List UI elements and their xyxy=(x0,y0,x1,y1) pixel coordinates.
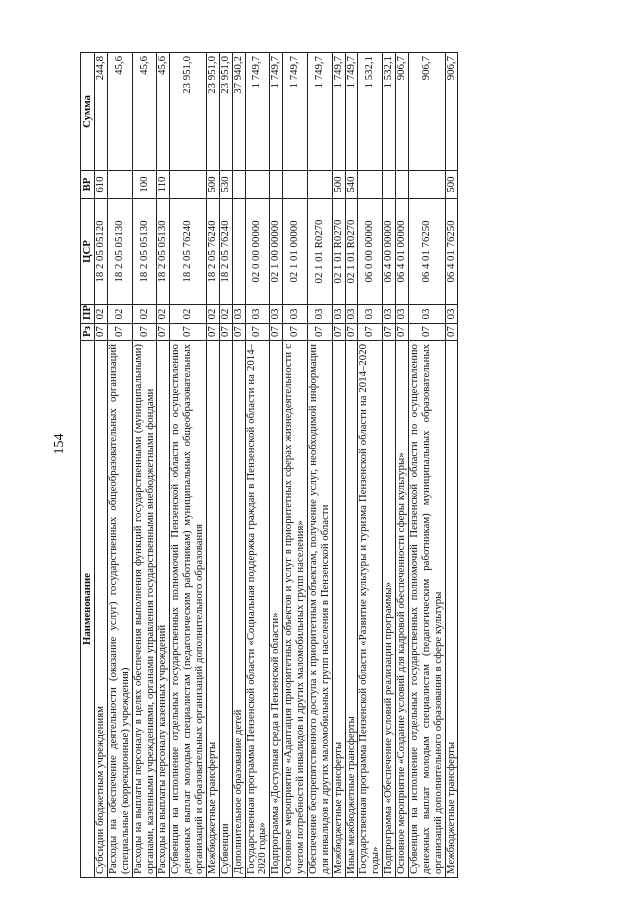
row-vr xyxy=(396,171,409,199)
row-vr xyxy=(358,171,383,199)
row-sum: 1 749,7 xyxy=(345,53,358,171)
row-csr: 02 1 01 R0270 xyxy=(345,199,358,305)
table-row xyxy=(283,53,308,878)
table-row xyxy=(408,53,445,878)
row-vr xyxy=(408,171,445,199)
row-csr: 02 1 01 R0270 xyxy=(307,199,332,305)
row-sum: 1 749,7 xyxy=(283,53,308,171)
row-csr: 18 2 05 76240 xyxy=(170,199,207,305)
row-rz: 07 xyxy=(245,324,270,341)
row-sum: 1 532,1 xyxy=(358,53,383,171)
row-name: Межбюджетные трансферты xyxy=(206,341,219,878)
row-name: Расходы на выплаты персоналу казенных учреждений xyxy=(157,341,170,878)
row-csr: 06 4 01 76250 xyxy=(445,199,458,305)
row-csr: 18 2 05 05130 xyxy=(157,199,170,305)
row-sum: 45,6 xyxy=(132,53,157,171)
table-body xyxy=(95,53,458,878)
header-sum: Сумма xyxy=(81,53,95,171)
row-name: Межбюджетные трансферты xyxy=(332,341,345,878)
table-row xyxy=(358,53,383,878)
row-sum: 23 951,0 xyxy=(206,53,219,171)
row-pr: 03 xyxy=(345,305,358,324)
row-pr: 03 xyxy=(396,305,409,324)
row-vr xyxy=(232,171,245,199)
row-vr xyxy=(107,171,132,199)
table-row xyxy=(95,53,108,878)
row-vr: 500 xyxy=(445,171,458,199)
row-name: Государственная программа Пензенской области «Социальная поддержка граждан в Пензенской области на 2014–2020 годы» xyxy=(245,341,270,878)
row-sum: 1 532,1 xyxy=(383,53,396,171)
row-name: Расходы на выплаты персоналу в целях обеспечения выполнения функций государственными (муниципальными) органами, казенными учреждениями, органами управления государственными внебюджетными фондами xyxy=(132,341,157,878)
table-row xyxy=(245,53,270,878)
row-pr: 02 xyxy=(95,305,108,324)
row-pr: 03 xyxy=(408,305,445,324)
row-rz: 07 xyxy=(332,324,345,341)
table-row xyxy=(345,53,358,878)
row-pr: 02 xyxy=(219,305,232,324)
row-sum: 906,7 xyxy=(445,53,458,171)
row-csr: 06 0 00 00000 xyxy=(358,199,383,305)
row-vr: 530 xyxy=(219,171,232,199)
row-sum: 45,6 xyxy=(107,53,132,171)
row-pr: 02 xyxy=(206,305,219,324)
table-row xyxy=(396,53,409,878)
row-rz: 07 xyxy=(219,324,232,341)
row-name: Субвенция на исполнение отдельных государственных полномочий Пензенской области по осуществлению денежных выплат молодым специалистам (педагогическим работникам) муниципальных общеобразовательных организаций и образовательных организаций дополнительного образования xyxy=(170,341,207,878)
table-row xyxy=(157,53,170,878)
row-sum: 1 749,7 xyxy=(307,53,332,171)
row-pr: 03 xyxy=(332,305,345,324)
table-row xyxy=(132,53,157,878)
row-vr: 110 xyxy=(157,171,170,199)
row-csr: 06 4 01 76250 xyxy=(408,199,445,305)
table-row xyxy=(232,53,245,878)
row-sum: 37 940,2 xyxy=(232,53,245,171)
row-name: Иные межбюджетные трансферты xyxy=(345,341,358,878)
row-sum: 45,6 xyxy=(157,53,170,171)
row-csr: 18 2 05 05130 xyxy=(107,199,132,305)
row-rz: 07 xyxy=(445,324,458,341)
row-rz: 07 xyxy=(396,324,409,341)
row-rz: 07 xyxy=(170,324,207,341)
budget-table xyxy=(80,52,458,878)
row-csr xyxy=(232,199,245,305)
row-csr: 18 2 05 76240 xyxy=(206,199,219,305)
row-sum: 906,7 xyxy=(396,53,409,171)
header-vr: ВР xyxy=(81,171,95,199)
row-vr: 540 xyxy=(345,171,358,199)
row-vr xyxy=(270,171,283,199)
row-pr: 02 xyxy=(132,305,157,324)
row-rz: 07 xyxy=(132,324,157,341)
table-row xyxy=(270,53,283,878)
table-header-row xyxy=(81,53,95,878)
row-pr: 02 xyxy=(157,305,170,324)
row-rz: 07 xyxy=(95,324,108,341)
row-sum: 23 951,0 xyxy=(219,53,232,171)
table-row xyxy=(383,53,396,878)
row-vr: 500 xyxy=(206,171,219,199)
row-rz: 07 xyxy=(408,324,445,341)
row-csr: 02 1 01 R0270 xyxy=(332,199,345,305)
row-rz: 07 xyxy=(283,324,308,341)
row-rz: 07 xyxy=(383,324,396,341)
row-rz: 07 xyxy=(232,324,245,341)
rotated-page xyxy=(80,53,592,878)
row-vr xyxy=(307,171,332,199)
row-pr: 02 xyxy=(107,305,132,324)
row-vr xyxy=(283,171,308,199)
row-csr: 06 4 01 00000 xyxy=(396,199,409,305)
row-name: Основное мероприятие «Создание условий для кадровой обеспеченности сферы культуры» xyxy=(396,341,409,878)
row-name: Межбюджетные трансферты xyxy=(445,341,458,878)
row-csr: 02 0 00 00000 xyxy=(245,199,270,305)
row-rz: 07 xyxy=(345,324,358,341)
row-pr: 02 xyxy=(170,305,207,324)
row-vr: 610 xyxy=(95,171,108,199)
row-name: Обеспечение беспрепятственного доступа к приоритетным объектам, получение услуг, необходимой информации для инвалидов и других маломобильных групп населения в Пензенской области xyxy=(307,341,332,878)
row-csr: 02 1 00 00000 xyxy=(270,199,283,305)
row-sum: 1 749,7 xyxy=(332,53,345,171)
row-name: Субвенции xyxy=(219,341,232,878)
row-vr xyxy=(383,171,396,199)
header-rz: Рз xyxy=(81,324,95,341)
row-rz: 07 xyxy=(358,324,383,341)
row-sum: 23 951,0 xyxy=(170,53,207,171)
row-rz: 07 xyxy=(307,324,332,341)
header-pr: ПР xyxy=(81,305,95,324)
row-pr: 03 xyxy=(270,305,283,324)
row-csr: 06 4 00 00000 xyxy=(383,199,396,305)
row-pr: 03 xyxy=(383,305,396,324)
table-row xyxy=(219,53,232,878)
row-vr xyxy=(245,171,270,199)
row-name: Основное мероприятие «Адаптация приоритетных объектов и услуг в приоритетных сферах жизнедеятельности с учетом потребностей инвалидов и других маломобильных групп населения» xyxy=(283,341,308,878)
row-name: Подпрограмма «Доступная среда в Пензенской области» xyxy=(270,341,283,878)
row-sum: 1 749,7 xyxy=(245,53,270,171)
row-pr: 03 xyxy=(245,305,270,324)
row-name: Подпрограмма «Обеспечение условий реализации программы» xyxy=(383,341,396,878)
row-sum: 1 749,7 xyxy=(270,53,283,171)
row-csr: 02 1 01 00000 xyxy=(283,199,308,305)
row-rz: 07 xyxy=(206,324,219,341)
row-sum: 244,8 xyxy=(95,53,108,171)
row-csr: 18 2 05 05130 xyxy=(132,199,157,305)
row-pr: 03 xyxy=(232,305,245,324)
row-pr: 03 xyxy=(358,305,383,324)
page-number: 154 xyxy=(52,433,67,455)
row-vr xyxy=(170,171,207,199)
header-csr: ЦСР xyxy=(81,199,95,305)
header-name: Наименование xyxy=(81,341,95,878)
row-rz: 07 xyxy=(157,324,170,341)
row-pr: 03 xyxy=(307,305,332,324)
row-name: Субсидии бюджетным учреждениям xyxy=(95,341,108,878)
row-vr: 100 xyxy=(132,171,157,199)
table-row xyxy=(445,53,458,878)
row-csr: 18 2 05 05120 xyxy=(95,199,108,305)
row-name: Государственная программа Пензенской области «Развитие культуры и туризма Пензенской области на 2014–2020 годы» xyxy=(358,341,383,878)
table-row xyxy=(332,53,345,878)
row-name: Расходы на обеспечение деятельности (оказание услуг) государственных общеобразовательных организаций (специальные (коррекционные) учреждения) xyxy=(107,341,132,878)
table-row xyxy=(107,53,132,878)
row-pr: 03 xyxy=(283,305,308,324)
row-name: Субвенция на исполнение отдельных государственных полномочий Пензенской области по осуществлению денежных выплат молодым специалистам (педагогическим работникам) муниципальных образовательных организаций дополнительного образования в сфере культуры xyxy=(408,341,445,878)
row-rz: 07 xyxy=(270,324,283,341)
row-name: Дополнительное образование детей xyxy=(232,341,245,878)
row-rz: 07 xyxy=(107,324,132,341)
table-row xyxy=(307,53,332,878)
row-csr: 18 2 05 76240 xyxy=(219,199,232,305)
row-vr: 500 xyxy=(332,171,345,199)
table-row xyxy=(170,53,207,878)
row-sum: 906,7 xyxy=(408,53,445,171)
table-row xyxy=(206,53,219,878)
row-pr: 03 xyxy=(445,305,458,324)
